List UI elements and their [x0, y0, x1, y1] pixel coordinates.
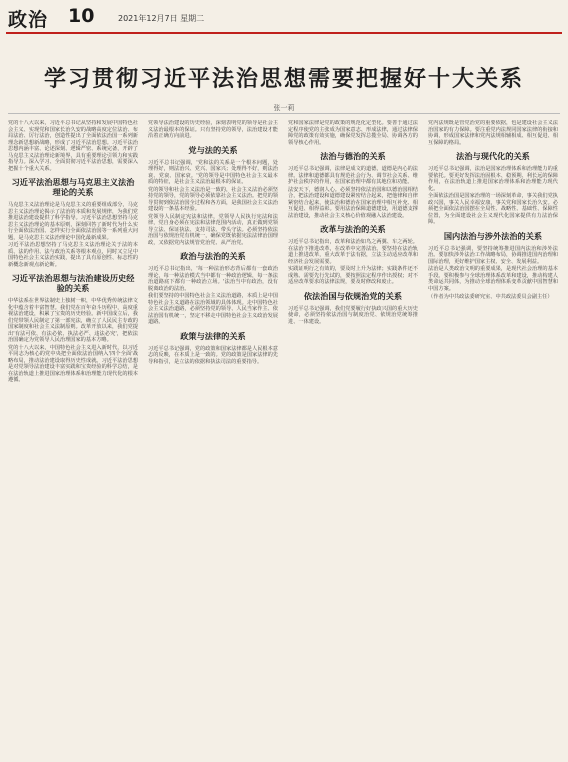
issue-date: 2021年12月7日 星期二 — [118, 14, 205, 23]
body-paragraph: 党的领导和社会主义法治是一致的，社会主义法治必须坚持党的领导，党的领导必须依靠社会主义法治。把党的领导贯彻到依法治国全过程和各方面，是我国社会主义法治建设的一条基本经验。 — [148, 186, 278, 212]
article-column-4 — [428, 120, 558, 752]
body-paragraph: 党领导法治建设的历史经验，深刻表明党的领导是社会主义法治最根本的保证。只有坚持党的领导，法治建设才能沿着正确方向前进。 — [148, 120, 278, 139]
author-credit: （作者为中共政法委研究室、中共政法委员会副主任） — [428, 294, 553, 300]
section-subheading: 法治与德治的关系 — [320, 151, 386, 161]
article-column-2 — [148, 120, 278, 752]
body-paragraph: 习近平总书记强调，党的政策和国家法律都是人民根本意志的反映，在本质上是一致的。党的政策是国家法律的先导和指引，是立法的依据和执法司法的重要指导。 — [148, 345, 278, 365]
masthead-rule — [6, 32, 562, 34]
body-paragraph: 实践证明行之有效的，要及时上升为法律；实践条件还不成熟、需要先行先试的，要按照法定程序作出授权；对不适应改革要求的法律法规，要及时修改和废止。 — [288, 266, 418, 285]
body-paragraph: 习近平法治思想坚持了马克思主义法治理论关于法的本质、法的作用、法与政治关系等根本观点，同时又立足中国特色社会主义法治实践，提出了具有原创性、标志性的新概念新观点新论断。 — [8, 242, 138, 268]
body-paragraph: 党领导人民制定宪法和法律，党领导人民执行宪法和法律，党自身必须在宪法和法律范围内活动，真正做到党领导立法、保证执法、支持司法、带头守法。必须坚持依法治国与依规治党有机统一，确保党既依据宪法法律治国理政，又依据党内法规管党治党、从严治党。 — [148, 213, 278, 246]
article-byline: 张一莉 — [273, 104, 295, 112]
article-column-3 — [288, 120, 418, 752]
body-paragraph: 习近平总书记强调，要坚持统筹推进国内法治和涉外法治。要加快涉外法治工作战略布局，协调推进国内治理和国际治理，更好维护国家主权、安全、发展利益。 — [428, 245, 558, 265]
section-subheading: 国内法治与涉外法治的关系 — [443, 230, 543, 241]
body-paragraph: 习近平总书记指出，'每一种法治形态背后都有一套政治理论，每一种法治模式当中都有一种政治逻辑，每一条法治道路底下都有一种政治立场。'法治当中有政治，没有脱离政治的法治。 — [148, 266, 278, 292]
body-paragraph: 法安天下，德润人心。必须坚持依法治国和以德治国相结合，把法治建设和道德建设紧密结合起来，把他律和自律紧密结合起来，使法治和德治在国家治理中相互补充、相互促进、相得益彰。要用法治保障道德建设，用道德支撑法治建设，推动社会主义核心价值观融入法治建设。 — [288, 186, 418, 219]
section-subheading: 法治与现代化的关系 — [456, 151, 530, 161]
body-paragraph: 习近平总书记指出，改革和法治如鸟之两翼、车之两轮。在法治下推进改革，在改革中完善法治。要坚持在法治轨道上推进改革，重大改革于法有据，立法主动适应改革和经济社会发展需要。 — [288, 239, 418, 265]
section-subheading: 习近平法治思想与法治建设历史经验的关系 — [11, 273, 135, 293]
body-paragraph: 习近平总书记强调，我们党要履行好执政兴国的重大历史使命，必须坚持依法治国与制度治党、依规治党统筹推进、一体建设。 — [288, 305, 418, 325]
section-name: 政治 — [8, 9, 49, 31]
body-paragraph: 习近平总书记强调，法治是国家治理体系和治理能力的重要依托。要更好发挥法治固根本、稳预期、利长远的保障作用，在法治轨道上推进国家治理体系和治理能力现代化。 — [428, 166, 558, 192]
body-paragraph: 全面依法治国是国家治理的一场深刻革命，事关我们党执政兴国，事关人民幸福安康，事关党和国家长治久安。必须把全面依法治国摆在全局性、战略性、基础性、保障性位置，为全面建设社会主义现代化国家提供有力法治保障。 — [428, 193, 558, 225]
body-paragraph: 习近平总书记强调，'党和法的关系是一个根本问题，处理得好，则法治兴、党兴、国家兴；处理得不好，则法治衰、党衰、国家衰。'党的领导是中国特色社会主义最本质的特征，是社会主义法治最根本的保证。 — [148, 159, 278, 185]
body-paragraph: 我们要坚持的中国特色社会主义法治道路，本质上是中国特色社会主义道路在法治领域的具体体现。走中国特色社会主义法治道路，必须坚持党的领导、人民当家作主、依法治国有机统一，坚定不移走中国特色社会主义政治发展道路。 — [148, 293, 278, 325]
section-subheading: 依法治国与依规治党的关系 — [303, 290, 403, 301]
section-subheading: 政治与法治的关系 — [180, 251, 246, 261]
body-paragraph: 马克思主义法治理论是马克思主义的重要组成部分，马克思主义法治理论揭示了法治的本质和发展规律，为我们党推进法治建设提供了科学指导。习近平法治思想坚持马克思主义法治理论的基本原则，深刻回答了新时代为什么实行全面依法治国、怎样实行全面依法治国等一系列重大问题，是马克思主义法治理论中国化最新成果。 — [8, 202, 138, 241]
body-paragraph: 党和国家法律是党的政策的规范化定型化。要善于通过法定程序使党的主张成为国家意志、形成法律，通过法律保障党的政策有效实施，确保党发挥总揽全局、协调各方的领导核心作用。 — [288, 120, 418, 146]
section-subheading: 党与法的关系 — [188, 144, 238, 155]
section-subheading: 改革与法治的关系 — [320, 224, 386, 234]
page-number: 10 — [68, 5, 95, 27]
masthead — [0, 0, 568, 34]
body-paragraph: 法治是人类政治文明的重要成果，是现代社会治理的基本手段。要积极参与全球治理体系改革和建设，推动构建人类命运共同体，为推动全球治理体系变革贡献中国智慧和中国方案。 — [428, 266, 558, 292]
article-column-1 — [8, 120, 138, 752]
article-headline: 学习贯彻习近平法治思想需要把握好十大关系 — [43, 67, 524, 92]
body-paragraph: 中华法系在世界法制史上独树一帜，中华优秀传统法律文化中蕴含着丰富智慧。我们党在百年奋斗历程中，高度重视法治建设，积累了宝贵的历史经验。新中国成立后，我们党带领人民制定了第一部宪法，确立了人民民主专政的国家制度和社会主义法制原则。改革开放以来，我们党提出'有法可依、有法必依、执法必严、违法必究'，把依法治国确定为党领导人民治理国家的基本方略。 — [8, 298, 138, 343]
headline-divider — [8, 113, 560, 114]
body-paragraph: 习近平总书记强调，法律是成文的道德，道德是内心的法律。法律和道德都具有规范社会行为、调节社会关系、维护社会秩序的作用，在国家治理中都有其地位和功能。 — [288, 166, 418, 185]
body-paragraph: 党的十八大以来，习近平总书记从坚持和发展中国特色社会主义、实现党和国家长治久安的战略高度定位法治、布局法治、厉行法治，创造性提出了全面依法治国一系列新理念新思想新战略，形成了习近平法治思想。习近平法治思想内涵丰富、论述深刻、逻辑严密、系统完备，开辟了马克思主义法治理论新境界，具有重要理论引领力和实践指导力。深入学习、全面贯彻习近平法治思想，需要深入把握十个重大关系。 — [8, 120, 138, 172]
section-subheading: 习近平法治思想与马克思主义法治理论的关系 — [11, 177, 135, 197]
section-subheading: 政策与法律的关系 — [180, 330, 246, 341]
body-paragraph: 党的十八大以来，中国特色社会主义进入新时代，以习近平同志为核心的党中央把全面依法治国纳入'四个全面'战略布局，推动法治建设取得历史性成就。习近平法治思想是对党领导法治建设丰富实践和宝贵经验的科学总结，是在法治轨道上推进国家治理体系和治理能力现代化的根本遵循。 — [8, 344, 138, 383]
body-paragraph: 党内法规既是管党治党的重要依据，也是建设社会主义法治国家的有力保障。要注重党内法规同国家法律的衔接和协调，形成国家法律和党内法规相辅相成、相互促进、相互保障的格局。 — [428, 120, 558, 146]
